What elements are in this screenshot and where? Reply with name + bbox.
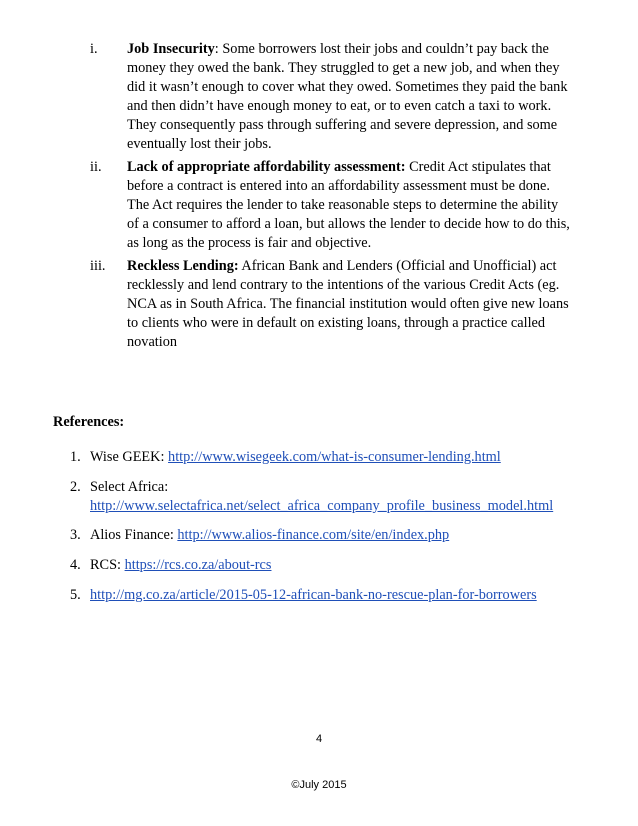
page-number: 4: [315, 733, 323, 745]
reference-label: Wise GEEK:: [90, 449, 169, 465]
reference-label: Select Africa:: [90, 479, 169, 495]
reference-label: Alios Finance:: [90, 527, 178, 543]
list-item-body: [127, 40, 570, 154]
reference-number: 4.: [70, 557, 81, 573]
list-item-reckless-lending: [90, 257, 570, 352]
list-item-body: [127, 158, 570, 253]
reference-item: [70, 586, 590, 605]
list-item-job-insecurity: [90, 40, 570, 154]
item-term: Lack of appropriate affordability assessment:: [127, 159, 406, 175]
reference-item: [70, 478, 590, 516]
reference-link[interactable]: http://mg.co.za/article/2015-05-12-african-bank-no-rescue-plan-for-borrowers: [90, 587, 537, 603]
item-term: Job Insecurity: [127, 41, 215, 57]
list-numeral: i.: [90, 41, 98, 57]
reference-label: RCS:: [90, 557, 125, 573]
reference-number: 2.: [70, 479, 81, 495]
reference-number: 5.: [70, 587, 81, 603]
reference-number: 1.: [70, 449, 81, 465]
list-item-affordability: [90, 158, 570, 253]
item-text: Credit Act stipulates that before a contract is entered into an affordability assessment must be done. The Act requires the lender to take reasonable steps to determine the ability of a consumer to afford a loan, but allows the lender to decide how to do this, as long as the process is fair and objective.: [127, 159, 570, 251]
reference-link[interactable]: https://rcs.co.za/about-rcs: [124, 557, 272, 573]
reference-link[interactable]: http://www.selectafrica.net/select_africa_company_profile_business_model.html: [90, 498, 554, 514]
list-numeral: ii.: [90, 159, 102, 175]
list-item-body: [127, 257, 570, 352]
list-numeral: iii.: [90, 258, 106, 274]
reference-item: [70, 448, 590, 467]
reference-link[interactable]: http://www.alios-finance.com/site/en/index.php: [177, 527, 450, 543]
reference-item: [70, 526, 590, 545]
copyright-notice: ©July 2015: [291, 779, 347, 791]
reference-number: 3.: [70, 527, 81, 543]
item-text: African Bank and Lenders (Official and Unofficial) act recklessly and lend contrary to the intentions of the various Credit Acts (eg. NCA as in South Africa. The financial institution would often give new loans to clients who were in default on existing loans, through a practice called novation: [127, 258, 569, 350]
item-text: Some borrowers lost their jobs and couldn’t pay back the money they owed the bank. They struggled to get a new job, and when they did it wasn’t enough to cover what they owed. Sometimes they paid the bank and then didn’t have enough money to eat, or to even catch a taxi to work. They consequently pass through suffering and severe depression, and some eventually lost their jobs.: [127, 41, 568, 152]
item-term: Reckless Lending:: [127, 258, 239, 274]
reference-item: [70, 556, 590, 575]
item-term-separator: :: [214, 41, 219, 57]
reference-link[interactable]: http://www.wisegeek.com/what-is-consumer-lending.html: [168, 449, 501, 465]
references-heading: References:: [53, 414, 125, 430]
